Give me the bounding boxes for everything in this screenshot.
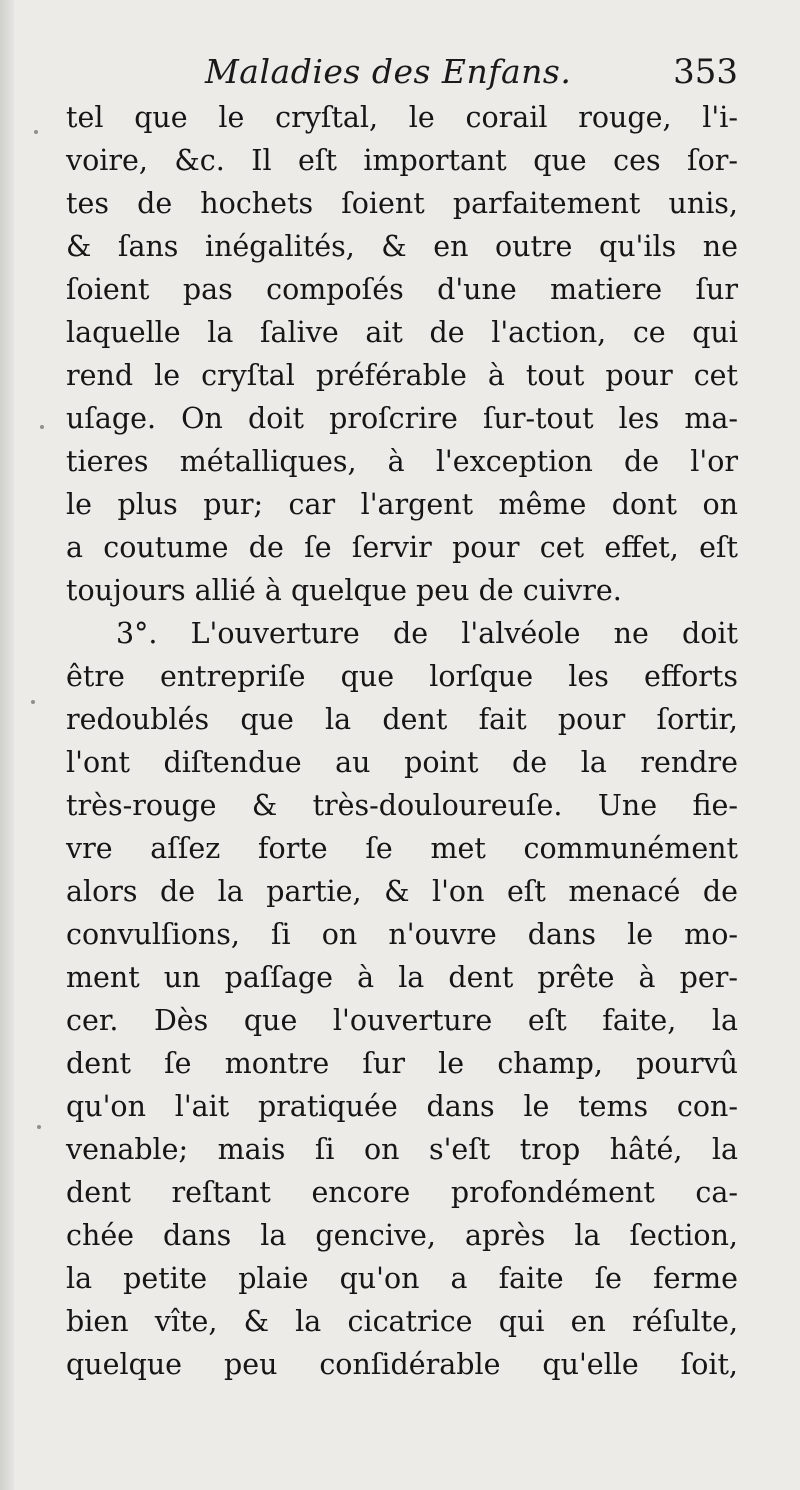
ink-speck — [37, 1125, 41, 1129]
text-line: dent ſe montre ſur le champ, pourvû — [66, 1047, 738, 1080]
text-line: alors de la partie, & l'on eſt menacé de — [66, 875, 738, 908]
text-line: voire, &c. Il eſt important que ces ſor- — [66, 144, 738, 177]
text-line: vre aſſez forte ſe met communément — [66, 832, 738, 865]
text-line: 3°. L'ouverture de l'alvéole ne doit — [116, 617, 738, 650]
text-line: bien vîte, & la cicatrice qui en réſulte, — [66, 1305, 738, 1338]
text-line: très-rouge & très-douloureuſe. Une fie- — [66, 789, 738, 822]
text-line: redoublés que la dent fait pour ſortir, — [66, 703, 738, 736]
text-line: tes de hochets ſoient parfaitement unis, — [66, 187, 738, 220]
running-head — [0, 42, 800, 102]
text-line: toujours allié à quelque peu de cuivre. — [66, 574, 622, 607]
running-head-title: Maladies des Enfans. — [205, 52, 572, 91]
text-line: cer. Dès que l'ouverture eſt faite, la — [66, 1004, 738, 1037]
text-line: tel que le cryſtal, le corail rouge, l'i- — [66, 101, 738, 134]
page-number: 353 — [673, 52, 738, 92]
text-line: quelque peu conſidérable qu'elle ſoit, — [66, 1348, 738, 1381]
page-edge — [0, 0, 14, 1490]
text-line: a coutume de ſe ſervir pour cet effet, eſt — [66, 531, 738, 564]
text-line: tieres métalliques, à l'exception de l'or — [66, 445, 738, 478]
text-line: être entrepriſe que lorſque les efforts — [66, 660, 738, 693]
body-text — [66, 96, 738, 1386]
text-line: chée dans la gencive, après la ſection, — [66, 1219, 738, 1252]
text-line: la petite plaie qu'on a faite ſe ferme — [66, 1262, 738, 1295]
ink-speck — [31, 700, 35, 704]
text-line: laquelle la ſalive ait de l'action, ce qui — [66, 316, 738, 349]
text-line: dent reſtant encore profondément ca- — [66, 1176, 738, 1209]
ink-speck — [40, 425, 44, 429]
text-line: l'ont diſtendue au point de la rendre — [66, 746, 738, 779]
text-line: uſage. On doit proſcrire ſur-tout les ma- — [66, 402, 738, 435]
text-line: venable; mais ſi on s'eſt trop hâté, la — [66, 1133, 738, 1166]
text-line: rend le cryſtal préférable à tout pour cet — [66, 359, 738, 392]
ink-speck — [34, 130, 38, 134]
text-line: ment un paſſage à la dent prête à per- — [66, 961, 738, 994]
text-line: le plus pur; car l'argent même dont on — [66, 488, 738, 521]
text-line: ſoient pas compoſés d'une matiere ſur — [66, 273, 738, 306]
text-line: qu'on l'ait pratiquée dans le tems con- — [66, 1090, 738, 1123]
text-line: & ſans inégalités, & en outre qu'ils ne — [66, 230, 738, 263]
text-line: convulſions, ſi on n'ouvre dans le mo- — [66, 918, 738, 951]
